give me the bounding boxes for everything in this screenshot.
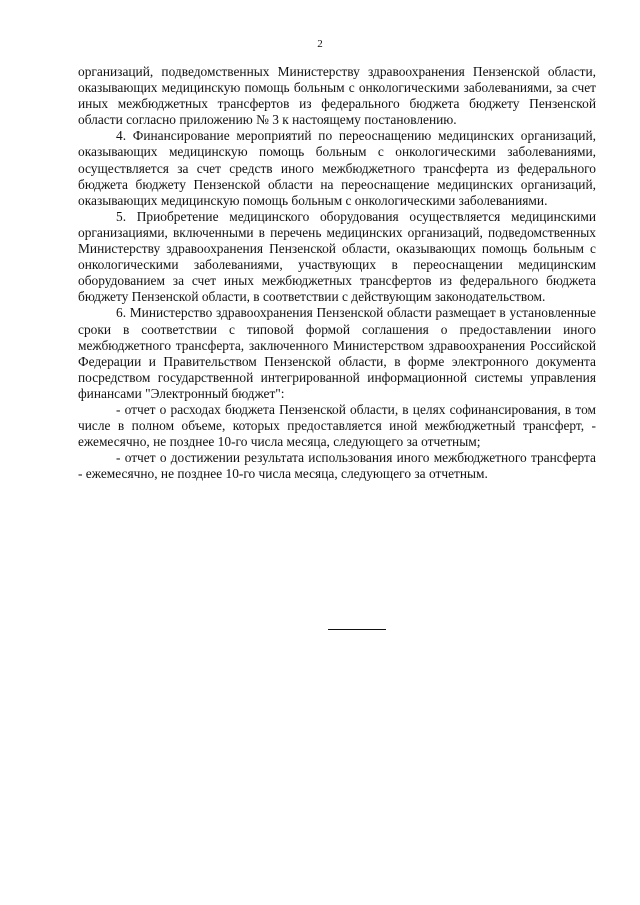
document-body [78,64,596,482]
paragraph-item-6: 6. Министерство здравоохранения Пензенской области размещает в установленные сроки в соответствии с типовой формой соглашения о предоставлении иного межбюджетного трансферта, заключенного Министерством здравоохранения Российской Федерации и Правительством Пензенской области, в форме электронного документа посредством государственной интегрированной информационной системы управления финансами "Электронный бюджет": [78,305,596,401]
paragraph-report-expenses: - отчет о расходах бюджета Пензенской области, в целях софинансирования, в том числе в полном объеме, которых предоставляется иной межбюджетный трансферт, - ежемесячно, не позднее 10-го числа месяца, следующего за отчетным; [78,401,596,450]
paragraph-report-result: - отчет о достижении результата использования иного межбюджетного трансферта - ежемесячно, не позднее 10-го числа месяца, следующего за отчетным. [78,450,596,482]
paragraph-item-4: 4. Финансирование мероприятий по переоснащению медицинских организаций, оказывающих медицинскую помощь больным с онкологическими заболеваниями, осуществляется за счет средств иного межбюджетного трансферта из федерального бюджета бюджету Пензенской области на переоснащение медицинских организаций, оказывающих медицинскую помощь больным с онкологическими заболеваниями. [78,128,596,208]
end-of-document-line [328,629,386,630]
paragraph-continuation: организаций, подведомственных Министерству здравоохранения Пензенской области, оказывающих медицинскую помощь больным с онкологическими заболеваниями, за счет иных межбюджетных трансфертов из федерального бюджета бюджету Пензенской области согласно приложению № 3 к настоящему постановлению. [78,64,596,128]
page-number: 2 [317,38,323,50]
paragraph-item-5: 5. Приобретение медицинского оборудования осуществляется медицинскими организациями, включенными в перечень медицинских организаций, подведомственных Министерству здравоохранения Пензенской области, оказывающих помощь больным с онкологическими заболеваниями, участвующих в переоснащении медицинским оборудованием за счет иных межбюджетных трансфертов из федерального бюджета бюджету Пензенской области, в соответствии с действующим законодательством. [78,208,596,305]
